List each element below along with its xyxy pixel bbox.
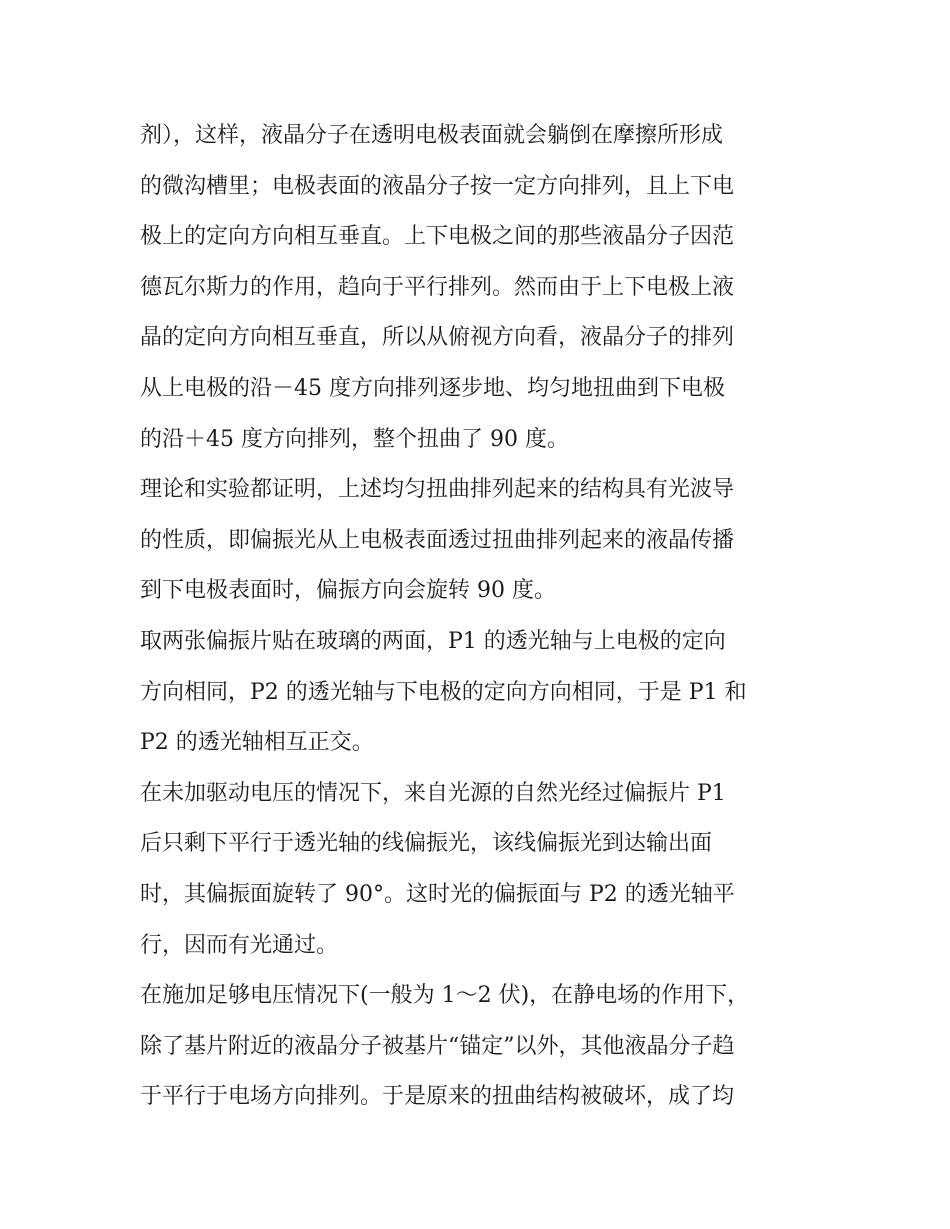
text-line: 行，因而有光通过。 [140, 932, 339, 958]
text-line: 晶的定向方向相互垂直，所以从俯视方向看，液晶分子的排列 [140, 325, 735, 351]
text-line: 在施加足够电压情况下(一般为 1～2 伏)，在静电场的作用下， [140, 983, 750, 1009]
text-line: 取两张偏振片贴在玻璃的两面，P1 的透光轴与上电极的定向 [140, 628, 726, 654]
text-line: 德瓦尔斯力的作用，趋向于平行排列。然而由于上下电极上液 [140, 274, 735, 300]
text-line: 于平行于电场方向排列。于是原来的扭曲结构被破坏，成了均 [140, 1084, 735, 1110]
text-line: 剂），这样，液晶分子在透明电极表面就会躺倒在摩擦所形成 [140, 123, 724, 148]
text-line: 从上电极的沿－45 度方向排列逐步地、均匀地扭曲到下电极 [140, 375, 725, 401]
text-line: 的性质，即偏振光从上电极表面透过扭曲排列起来的液晶传播 [140, 527, 735, 553]
body-text [140, 111, 820, 1123]
text-line: 到下电极表面时，偏振方向会旋转 90 度。 [140, 578, 556, 604]
text-line: P2 的透光轴相互正交。 [140, 730, 374, 756]
text-line: 后只剩下平行于透光轴的线偏振光，该线偏振光到达输出面 [140, 831, 713, 857]
text-line: 的沿＋45 度方向排列，整个扭曲了 90 度。 [140, 426, 569, 452]
text-line: 理论和实验都证明，上述均匀扭曲排列起来的结构具有光波导 [140, 477, 735, 503]
text-line: 在未加驱动电压的情况下，来自光源的自然光经过偏振片 P1 [140, 780, 726, 806]
text-line: 极上的定向方向相互垂直。上下电极之间的那些液晶分子因范 [140, 224, 735, 250]
text-line: 方向相同，P2 的透光轴与下电极的定向方向相同，于是 P1 和 [140, 679, 747, 705]
text-line: 的微沟槽里；电极表面的液晶分子按一定方向排列，且上下电 [140, 173, 735, 199]
text-line: 除了基片附近的液晶分子被基片“锚定”以外，其他液晶分子趋 [140, 1033, 735, 1059]
text-line: 时，其偏振面旋转了 90°。这时光的偏振面与 P2 的透光轴平 [140, 881, 735, 907]
